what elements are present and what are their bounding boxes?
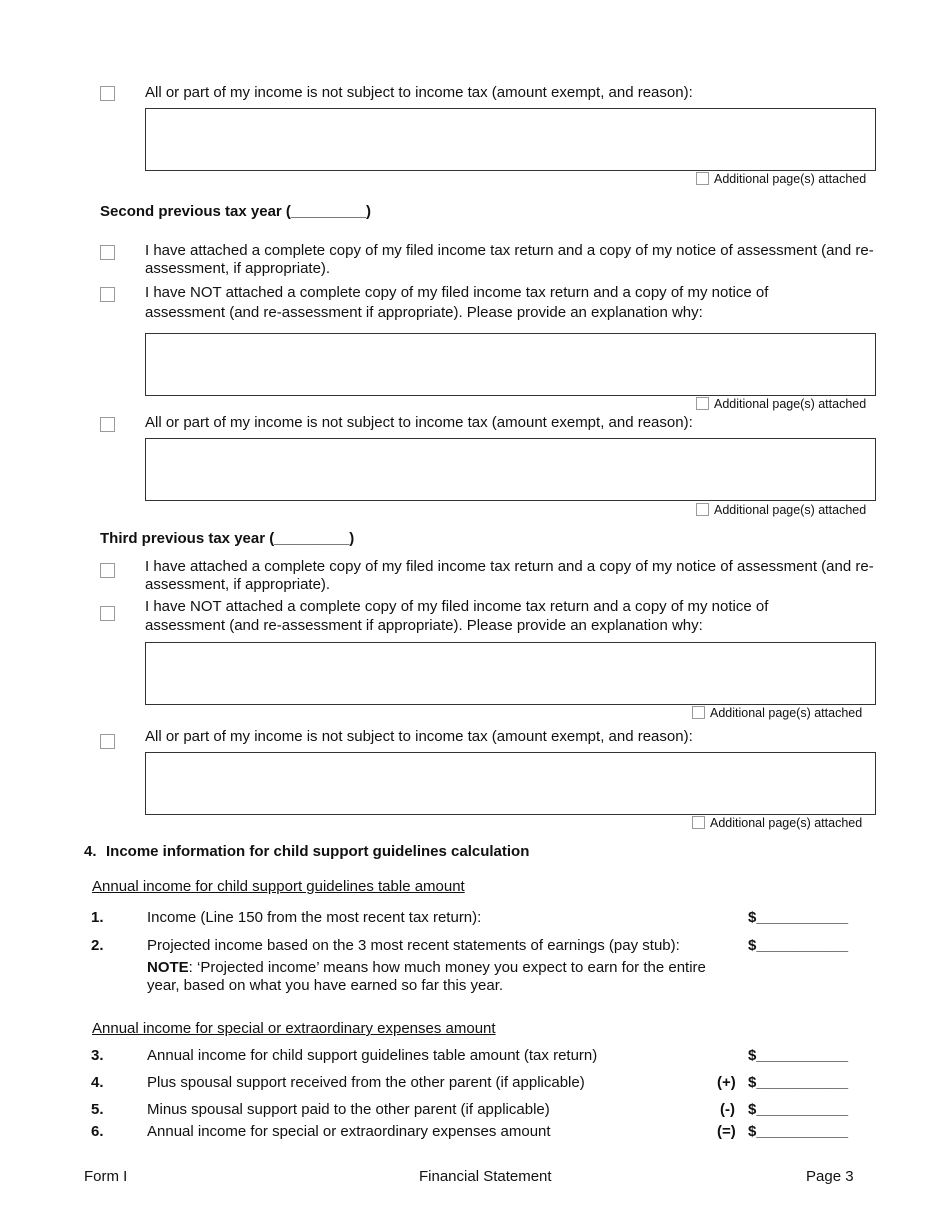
additional-pages-checkbox-3[interactable] — [696, 503, 709, 516]
section-4-title: Income information for child support guidelines calculation — [106, 843, 530, 860]
exempt-checkbox-3[interactable] — [100, 734, 115, 749]
footer-page-number: Page 3 — [806, 1168, 854, 1185]
explanation-textbox-3[interactable] — [145, 642, 876, 705]
additional-pages-checkbox-4[interactable] — [692, 706, 705, 719]
item-text: Minus spousal support paid to the other parent (if applicable) — [147, 1101, 550, 1118]
operator-plus: (+) — [717, 1074, 736, 1091]
not-attached-label-3a: I have NOT attached a complete copy of my filed income tax return and a copy of my notice of — [145, 598, 769, 615]
note-label: NOTE — [147, 959, 189, 976]
additional-pages-label: Additional page(s) attached — [710, 816, 863, 830]
amount-field-6[interactable]: $___________ — [748, 1123, 849, 1140]
exempt-label-3: All or part of my income is not subject to income tax (amount exempt, and reason): — [145, 728, 693, 745]
exempt-checkbox-2[interactable] — [100, 417, 115, 432]
attached-checkbox-3[interactable] — [100, 563, 115, 578]
amount-field-3[interactable]: $___________ — [748, 1047, 849, 1064]
additional-pages-label: Additional page(s) attached — [714, 397, 867, 411]
amount-field-2[interactable]: $___________ — [748, 937, 849, 954]
attached-label-3: I have attached a complete copy of my filed income tax return and a copy of my notice of assessment (and re-assessment, if appropriate). — [145, 558, 874, 593]
not-attached-label-2a: I have NOT attached a complete copy of my filed income tax return and a copy of my notice of — [145, 284, 769, 301]
exempt-textbox-1[interactable] — [145, 108, 876, 171]
item-text: Plus spousal support received from the other parent (if applicable) — [147, 1074, 585, 1091]
additional-pages-2 — [696, 397, 866, 411]
explanation-textbox-2[interactable] — [145, 333, 876, 396]
not-attached-checkbox-3[interactable] — [100, 606, 115, 621]
additional-pages-label: Additional page(s) attached — [714, 503, 867, 517]
exempt-textbox-2[interactable] — [145, 438, 876, 501]
not-attached-label-2b: assessment (and re-assessment if appropriate). Please provide an explanation why: — [145, 304, 703, 321]
subsection-table-amount: Annual income for child support guidelines table amount — [92, 878, 465, 895]
item-number: 1. — [91, 909, 104, 926]
item-number: 2. — [91, 937, 104, 954]
exempt-label-2: All or part of my income is not subject to income tax (amount exempt, and reason): — [145, 414, 693, 431]
exempt-label-1: All or part of my income is not subject to income tax (amount exempt, and reason): — [145, 84, 693, 101]
additional-pages-checkbox-5[interactable] — [692, 816, 705, 829]
third-year-heading: Third previous tax year (_________) — [100, 530, 355, 547]
exempt-checkbox-1[interactable] — [100, 86, 115, 101]
item-number: 5. — [91, 1101, 104, 1118]
additional-pages-label: Additional page(s) attached — [714, 172, 867, 186]
note — [147, 959, 737, 995]
attached-checkbox-2[interactable] — [100, 245, 115, 260]
item-text: Annual income for special or extraordinary expenses amount — [147, 1123, 551, 1140]
amount-field-1[interactable]: $___________ — [748, 909, 849, 926]
item-text: Income (Line 150 from the most recent tax return): — [147, 909, 482, 926]
additional-pages-5 — [692, 816, 862, 830]
subsection-special-expenses: Annual income for special or extraordinary expenses amount — [92, 1020, 496, 1037]
exempt-textbox-3[interactable] — [145, 752, 876, 815]
amount-field-5[interactable]: $___________ — [748, 1101, 849, 1118]
footer-form-name: Form I — [84, 1168, 128, 1185]
footer-title: Financial Statement — [419, 1168, 552, 1185]
not-attached-checkbox-2[interactable] — [100, 287, 115, 302]
attached-label-2: I have attached a complete copy of my filed income tax return and a copy of my notice of assessment (and re-assessment, if appropriate). — [145, 242, 874, 277]
additional-pages-3 — [696, 503, 866, 517]
operator-equals: (=) — [717, 1123, 736, 1140]
additional-pages-4 — [692, 706, 862, 720]
additional-pages-checkbox-1[interactable] — [696, 172, 709, 185]
section-4-number: 4. — [84, 843, 97, 860]
second-year-heading: Second previous tax year (_________) — [100, 203, 371, 220]
item-number: 3. — [91, 1047, 104, 1064]
operator-minus: (-) — [720, 1101, 735, 1118]
item-text: Projected income based on the 3 most recent statements of earnings (pay stub): — [147, 937, 680, 954]
note-text: : ‘Projected income’ means how much money you expect to earn for the entire year, based on what you have earned so far this year. — [147, 959, 706, 994]
not-attached-label-3b: assessment (and re-assessment if appropriate). Please provide an explanation why: — [145, 617, 703, 634]
additional-pages-1 — [696, 172, 866, 186]
amount-field-4[interactable]: $___________ — [748, 1074, 849, 1091]
additional-pages-label: Additional page(s) attached — [710, 706, 863, 720]
item-text: Annual income for child support guidelines table amount (tax return) — [147, 1047, 598, 1064]
item-number: 4. — [91, 1074, 104, 1091]
additional-pages-checkbox-2[interactable] — [696, 397, 709, 410]
item-number: 6. — [91, 1123, 104, 1140]
